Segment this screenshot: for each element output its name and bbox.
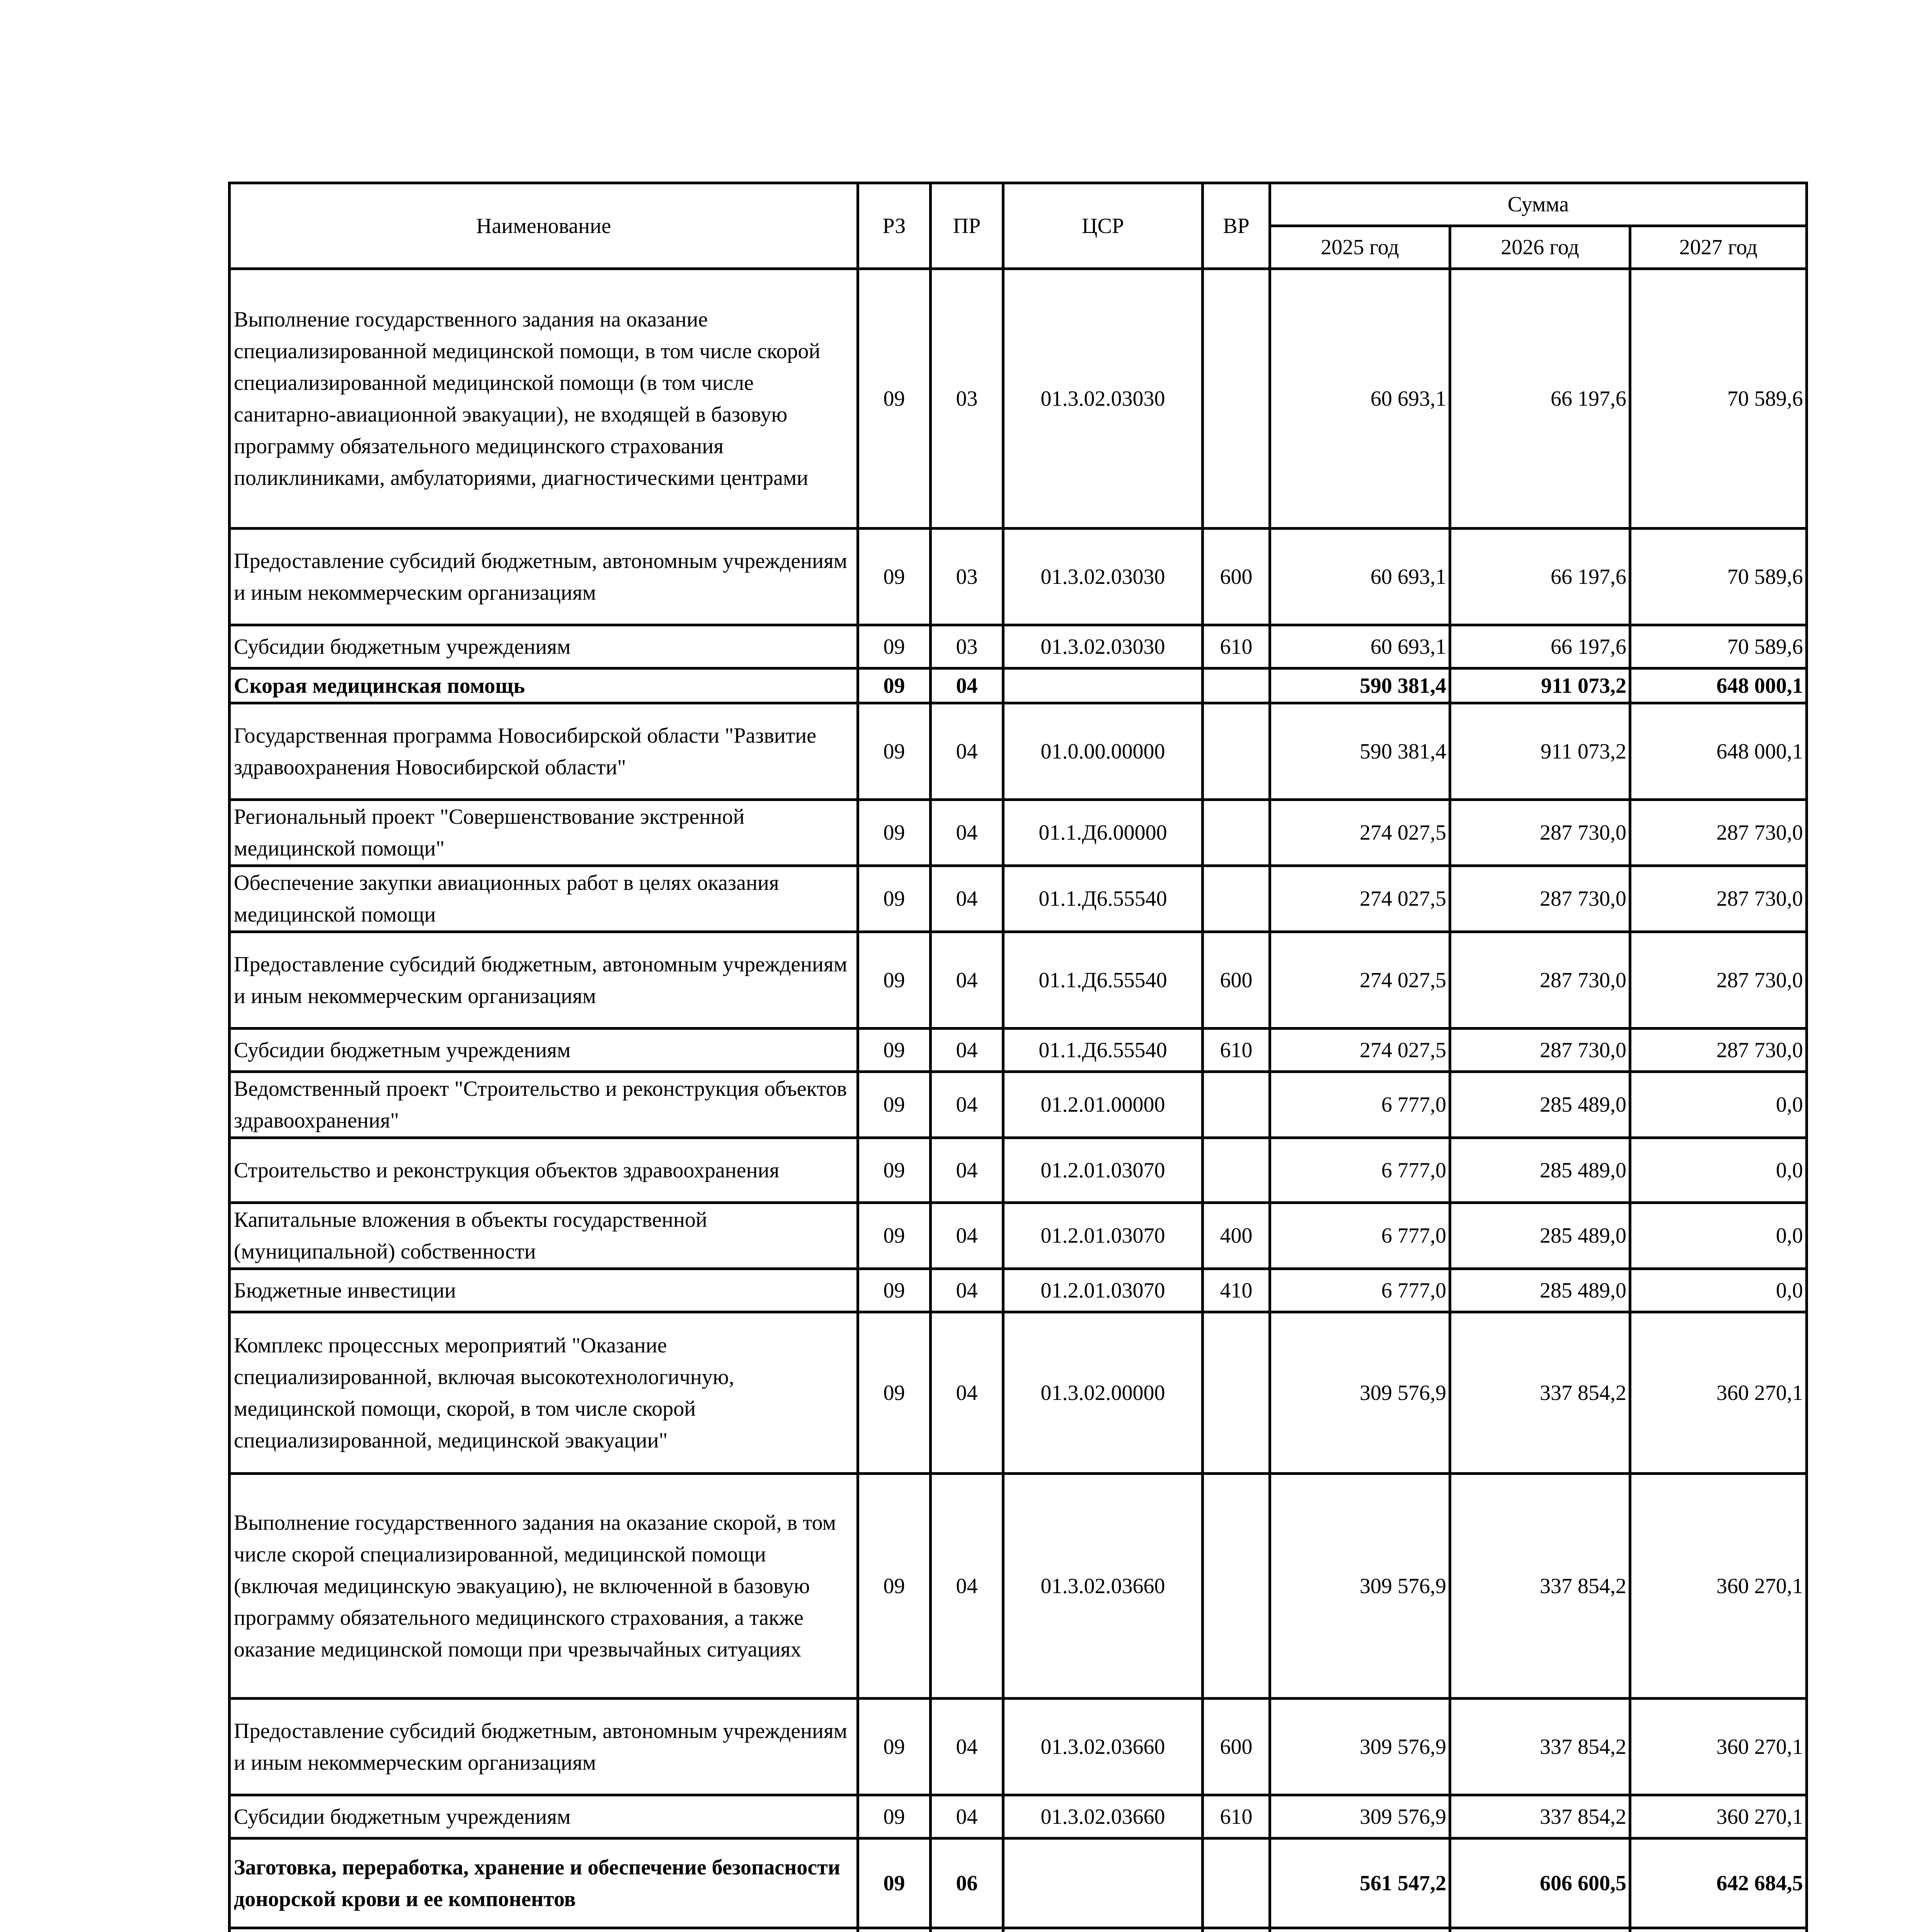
row-sum-2027: 287 730,0 (1630, 866, 1807, 932)
row-vr (1203, 866, 1270, 932)
row-rz (858, 1928, 931, 1932)
row-sum-2026: 606 600,5 (1450, 1838, 1630, 1928)
row-pr: 04 (931, 1474, 1003, 1699)
table-row (230, 800, 1807, 866)
row-sum-2025: 274 027,5 (1270, 866, 1450, 932)
row-sum-2026: 285 489,0 (1450, 1203, 1630, 1269)
row-pr: 03 (931, 625, 1003, 668)
row-vr (1203, 1838, 1270, 1928)
row-csr: 01.2.01.03070 (1003, 1269, 1203, 1312)
row-vr (1203, 1928, 1270, 1932)
row-sum-2027: 0,0 (1630, 1203, 1807, 1269)
row-pr: 06 (931, 1838, 1003, 1928)
header-name: Наименование (230, 183, 858, 269)
row-sum-2025: 60 693,1 (1270, 269, 1450, 529)
table-row (230, 625, 1807, 668)
row-csr: 01.3.02.03660 (1003, 1699, 1203, 1795)
table-row (230, 703, 1807, 800)
row-name: Предоставление субсидий бюджетным, автономным учреждениям и иным некоммерческим организациям (230, 529, 858, 625)
row-sum-2026: 287 730,0 (1450, 1029, 1630, 1072)
row-sum-2027: 648 000,1 (1630, 703, 1807, 800)
row-name: Выполнение государственного задания на оказание скорой, в том числе скорой специализированной, медицинской помощи (включая медицинскую эвакуацию), не включенной в базовую программу обязательного медицинского страхования, а также оказание медицинской помощи при чрезвычайных ситуациях (230, 1474, 858, 1699)
row-sum-2025: 309 576,9 (1270, 1699, 1450, 1795)
row-sum-2025: 590 381,4 (1270, 668, 1450, 703)
table-row (230, 1795, 1807, 1838)
row-rz: 09 (858, 1699, 931, 1795)
row-pr: 04 (931, 668, 1003, 703)
row-sum-2025: 590 381,4 (1270, 703, 1450, 800)
row-sum-2027: 287 730,0 (1630, 1029, 1807, 1072)
row-sum-2027: 287 730,0 (1630, 932, 1807, 1029)
row-csr (1003, 1838, 1203, 1928)
row-pr: 03 (931, 529, 1003, 625)
table-row (230, 269, 1807, 529)
header-pr: ПР (931, 183, 1003, 269)
row-sum-2025: 6 777,0 (1270, 1138, 1450, 1203)
row-rz: 09 (858, 1474, 931, 1699)
row-rz: 09 (858, 269, 931, 529)
row-rz: 09 (858, 1203, 931, 1269)
table-body (230, 269, 1807, 1932)
row-sum-2026 (1450, 1928, 1630, 1932)
row-pr: 04 (931, 1072, 1003, 1138)
row-sum-2027: 360 270,1 (1630, 1474, 1807, 1699)
row-sum-2025: 561 547,2 (1270, 1838, 1450, 1928)
row-sum-2026: 285 489,0 (1450, 1269, 1630, 1312)
header-csr: ЦСР (1003, 183, 1203, 269)
header-vr: ВР (1203, 183, 1270, 269)
row-sum-2027 (1630, 1928, 1807, 1932)
row-sum-2025: 6 777,0 (1270, 1072, 1450, 1138)
table-row (230, 1838, 1807, 1928)
row-sum-2026: 337 854,2 (1450, 1312, 1630, 1474)
row-vr: 600 (1203, 932, 1270, 1029)
row-rz: 09 (858, 1138, 931, 1203)
row-sum-2027: 287 730,0 (1630, 800, 1807, 866)
row-pr: 04 (931, 1269, 1003, 1312)
row-vr: 410 (1203, 1269, 1270, 1312)
row-sum-2026: 285 489,0 (1450, 1072, 1630, 1138)
header-year-2026: 2026 год (1450, 226, 1630, 269)
row-sum-2025: 309 576,9 (1270, 1474, 1450, 1699)
table-row (230, 1699, 1807, 1795)
table-row (230, 866, 1807, 932)
row-name: Строительство и реконструкция объектов здравоохранения (230, 1138, 858, 1203)
row-rz: 09 (858, 800, 931, 866)
row-sum-2026: 287 730,0 (1450, 866, 1630, 932)
row-vr: 610 (1203, 1795, 1270, 1838)
row-sum-2025: 274 027,5 (1270, 1029, 1450, 1072)
row-rz: 09 (858, 1838, 931, 1928)
row-vr: 400 (1203, 1203, 1270, 1269)
row-rz: 09 (858, 668, 931, 703)
table-row (230, 1474, 1807, 1699)
row-sum-2025: 60 693,1 (1270, 625, 1450, 668)
row-rz: 09 (858, 1072, 931, 1138)
row-sum-2026: 337 854,2 (1450, 1474, 1630, 1699)
row-sum-2027: 70 589,6 (1630, 625, 1807, 668)
row-sum-2026: 911 073,2 (1450, 703, 1630, 800)
row-name: Субсидии бюджетным учреждениям (230, 1029, 858, 1072)
row-name: Капитальные вложения в объекты государственной (муниципальной) собственности (230, 1203, 858, 1269)
row-csr: 01.1.Д6.55540 (1003, 1029, 1203, 1072)
row-rz: 09 (858, 625, 931, 668)
row-sum-2025: 309 576,9 (1270, 1795, 1450, 1838)
row-sum-2026: 66 197,6 (1450, 269, 1630, 529)
row-sum-2027: 70 589,6 (1630, 529, 1807, 625)
row-pr: 04 (931, 932, 1003, 1029)
header-rz: РЗ (858, 183, 931, 269)
row-name: Региональный проект "Совершенствование экстренной медицинской помощи" (230, 800, 858, 866)
row-pr: 04 (931, 800, 1003, 866)
table-row (230, 1029, 1807, 1072)
row-sum-2025: 274 027,5 (1270, 800, 1450, 866)
row-rz: 09 (858, 1029, 931, 1072)
row-sum-2027: 648 000,1 (1630, 668, 1807, 703)
row-name: Предоставление субсидий бюджетным, автономным учреждениям и иным некоммерческим организациям (230, 932, 858, 1029)
row-pr: 04 (931, 1699, 1003, 1795)
row-csr: 01.3.02.03030 (1003, 625, 1203, 668)
row-vr (1203, 1138, 1270, 1203)
row-sum-2027: 0,0 (1630, 1269, 1807, 1312)
row-vr (1203, 1312, 1270, 1474)
row-name: Ведомственный проект "Строительство и реконструкция объектов здравоохранения" (230, 1072, 858, 1138)
row-sum-2027: 360 270,1 (1630, 1795, 1807, 1838)
row-csr: 01.3.02.03660 (1003, 1795, 1203, 1838)
row-vr: 600 (1203, 529, 1270, 625)
row-sum-2027: 0,0 (1630, 1138, 1807, 1203)
row-vr (1203, 1072, 1270, 1138)
table-row (230, 1138, 1807, 1203)
row-pr: 04 (931, 1029, 1003, 1072)
row-csr: 01.2.01.03070 (1003, 1203, 1203, 1269)
row-sum-2026: 287 730,0 (1450, 932, 1630, 1029)
row-csr: 01.3.02.03030 (1003, 529, 1203, 625)
row-pr: 04 (931, 1312, 1003, 1474)
row-sum-2026: 285 489,0 (1450, 1138, 1630, 1203)
row-name: Обеспечение закупки авиационных работ в целях оказания медицинской помощи (230, 866, 858, 932)
table-row (230, 668, 1807, 703)
row-pr: 04 (931, 1203, 1003, 1269)
row-name: Субсидии бюджетным учреждениям (230, 1795, 858, 1838)
row-sum-2025: 60 693,1 (1270, 529, 1450, 625)
table-row (230, 1072, 1807, 1138)
row-rz: 09 (858, 529, 931, 625)
table-row (230, 1269, 1807, 1312)
row-pr: 04 (931, 1795, 1003, 1838)
header-sum: Сумма (1270, 183, 1807, 226)
row-csr: 01.2.01.03070 (1003, 1138, 1203, 1203)
row-sum-2026: 337 854,2 (1450, 1699, 1630, 1795)
row-pr: 03 (931, 269, 1003, 529)
row-name (230, 1928, 858, 1932)
row-name: Предоставление субсидий бюджетным, автономным учреждениям и иным некоммерческим организациям (230, 1699, 858, 1795)
table-row (230, 529, 1807, 625)
row-sum-2027: 642 684,5 (1630, 1838, 1807, 1928)
row-csr: 01.1.Д6.00000 (1003, 800, 1203, 866)
budget-table (228, 182, 1808, 1932)
row-pr: 04 (931, 703, 1003, 800)
row-sum-2027: 360 270,1 (1630, 1699, 1807, 1795)
row-sum-2027: 360 270,1 (1630, 1312, 1807, 1474)
row-name: Скорая медицинская помощь (230, 668, 858, 703)
row-csr (1003, 668, 1203, 703)
row-csr: 01.1.Д6.55540 (1003, 932, 1203, 1029)
header-row (230, 183, 1807, 226)
row-sum-2026: 66 197,6 (1450, 529, 1630, 625)
row-vr (1203, 800, 1270, 866)
row-sum-2025: 6 777,0 (1270, 1203, 1450, 1269)
table-row (230, 932, 1807, 1029)
row-rz: 09 (858, 1312, 931, 1474)
row-vr: 600 (1203, 1699, 1270, 1795)
row-csr: 01.3.02.00000 (1003, 1312, 1203, 1474)
row-vr: 610 (1203, 1029, 1270, 1072)
row-pr: 04 (931, 1138, 1003, 1203)
row-rz: 09 (858, 1795, 931, 1838)
row-csr: 01.2.01.00000 (1003, 1072, 1203, 1138)
row-csr: 01.1.Д6.55540 (1003, 866, 1203, 932)
row-name: Субсидии бюджетным учреждениям (230, 625, 858, 668)
row-name: Выполнение государственного задания на оказание специализированной медицинской помощи, в том числе скорой специализированной медицинской помощи (в том числе санитарно-авиационной эвакуации), не входящей в базовую программу обязательного медицинского страхования поликлиниками, амбулаториями, диагностическими центрами (230, 269, 858, 529)
row-sum-2027: 0,0 (1630, 1072, 1807, 1138)
table-row (230, 1312, 1807, 1474)
row-rz: 09 (858, 703, 931, 800)
row-vr (1203, 269, 1270, 529)
row-vr (1203, 703, 1270, 800)
row-name: Бюджетные инвестиции (230, 1269, 858, 1312)
row-csr: 01.3.02.03030 (1003, 269, 1203, 529)
row-pr: 04 (931, 866, 1003, 932)
row-sum-2025: 6 777,0 (1270, 1269, 1450, 1312)
row-name: Комплекс процессных мероприятий "Оказание специализированной, включая высокотехнологичную, медицинской помощи, скорой, в том числе скорой специализированной, медицинской эвакуации" (230, 1312, 858, 1474)
row-rz: 09 (858, 932, 931, 1029)
row-sum-2025: 274 027,5 (1270, 932, 1450, 1029)
row-sum-2027: 70 589,6 (1630, 269, 1807, 529)
row-sum-2025: 309 576,9 (1270, 1312, 1450, 1474)
row-sum-2026: 337 854,2 (1450, 1795, 1630, 1838)
header-year-2025: 2025 год (1270, 226, 1450, 269)
row-name: Заготовка, переработка, хранение и обеспечение безопасности донорской крови и ее компонентов (230, 1838, 858, 1928)
row-pr (931, 1928, 1003, 1932)
row-vr (1203, 1474, 1270, 1699)
row-name: Государственная программа Новосибирской области "Развитие здравоохранения Новосибирской области" (230, 703, 858, 800)
row-csr: 01.0.00.00000 (1003, 703, 1203, 800)
row-rz: 09 (858, 1269, 931, 1312)
row-vr (1203, 668, 1270, 703)
row-sum-2026: 287 730,0 (1450, 800, 1630, 866)
row-csr: 01.3.02.03660 (1003, 1474, 1203, 1699)
table-row (230, 1928, 1807, 1932)
row-sum-2026: 911 073,2 (1450, 668, 1630, 703)
row-csr (1003, 1928, 1203, 1932)
row-sum-2025 (1270, 1928, 1450, 1932)
header-year-2027: 2027 год (1630, 226, 1807, 269)
row-rz: 09 (858, 866, 931, 932)
row-vr: 610 (1203, 625, 1270, 668)
row-sum-2026: 66 197,6 (1450, 625, 1630, 668)
table-row (230, 1203, 1807, 1269)
